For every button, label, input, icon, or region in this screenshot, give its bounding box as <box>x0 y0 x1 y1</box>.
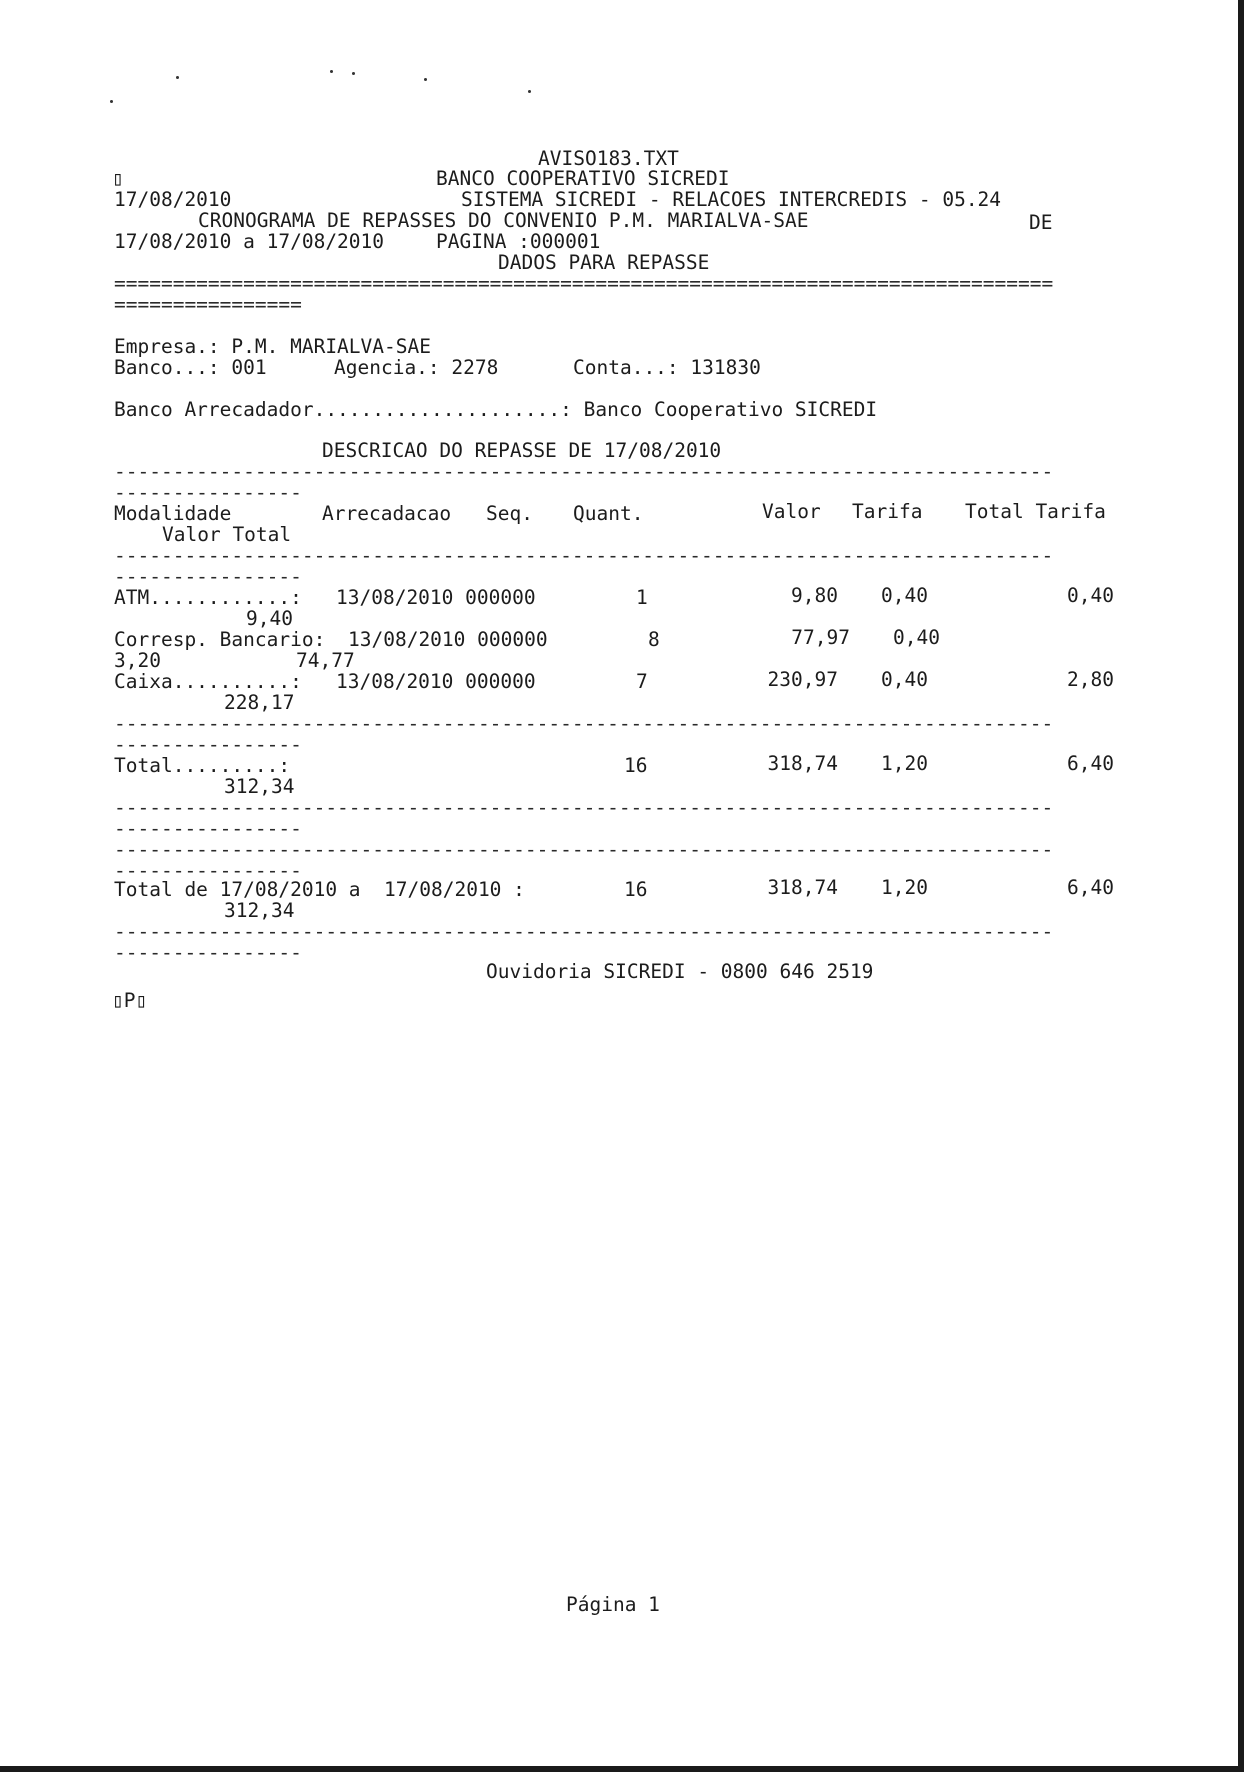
header-modalidade: Modalidade <box>114 502 232 525</box>
arrecadador-line: Banco Arrecadador.....................: Banco Cooperativo SICREDI <box>114 398 878 421</box>
banco-line: Banco...: 001 <box>114 356 267 379</box>
dash-rule: -------------------------------------------------------------------------------- <box>114 545 1054 566</box>
dash-rule-short: ---------------- <box>114 482 302 503</box>
total-quant: 16 <box>624 754 648 777</box>
double-rule: ================================================================================ <box>114 273 1054 294</box>
dash-rule-short: ---------------- <box>114 566 302 587</box>
double-rule-short: ================ <box>114 294 302 315</box>
header-tarifa: Tarifa <box>852 500 923 523</box>
period-total-total-tarifa: 6,40 <box>1067 876 1114 899</box>
box-glyph: ▯ <box>112 167 124 190</box>
header-seq: Seq. <box>486 502 533 525</box>
row-atm-quant: 1 <box>636 586 648 609</box>
dash-rule: -------------------------------------------------------------------------------- <box>114 839 1054 860</box>
period-total-valor-total: 312,34 <box>224 899 295 922</box>
header-valor-total: Valor Total <box>162 523 292 546</box>
period-total-tarifa: 1,20 <box>881 876 928 899</box>
period: 17/08/2010 a 17/08/2010 <box>114 230 385 253</box>
row-atm-valor: 9,80 <box>791 584 838 607</box>
header-quant: Quant. <box>573 502 644 525</box>
file-name: AVISO183.TXT <box>538 147 679 170</box>
row-corresp-label: Corresp. Bancario: <box>114 628 326 651</box>
total-valor-total: 312,34 <box>224 775 295 798</box>
repasse-title: DESCRICAO DO REPASSE DE 17/08/2010 <box>322 439 722 462</box>
period-total-valor: 318,74 <box>767 876 838 899</box>
print-date: 17/08/2010 <box>114 188 232 211</box>
conta-line: Conta...: 131830 <box>573 356 761 379</box>
row-corresp-tarifa: 0,40 <box>893 626 940 649</box>
total-label: Total.........: <box>114 754 291 777</box>
system-line: SISTEMA SICREDI - RELACOES INTERCREDIS - 05.24 <box>461 188 1002 211</box>
section-title: DADOS PARA REPASSE <box>498 251 710 274</box>
total-tarifa: 1,20 <box>881 752 928 775</box>
row-caixa-total-tarifa: 2,80 <box>1067 668 1114 691</box>
row-caixa-label: Caixa..........: <box>114 670 302 693</box>
row-corresp-valor: 77,97 <box>791 626 850 649</box>
header-valor: Valor <box>762 500 821 523</box>
row-caixa-quant: 7 <box>636 670 648 693</box>
row-corresp-valor-total: 74,77 <box>296 649 355 672</box>
row-corresp-date-seq: 13/08/2010 000000 <box>348 628 548 651</box>
row-corresp-quant: 8 <box>648 628 660 651</box>
dash-rule-short: ---------------- <box>114 942 302 963</box>
dash-rule: -------------------------------------------------------------------------------- <box>114 797 1054 818</box>
ouvidoria-line: Ouvidoria SICREDI - 0800 646 2519 <box>486 960 874 983</box>
total-valor: 318,74 <box>767 752 838 775</box>
dash-rule: -------------------------------------------------------------------------------- <box>114 713 1054 734</box>
dash-rule-short: ---------------- <box>114 818 302 839</box>
row-atm-total-tarifa: 0,40 <box>1067 584 1114 607</box>
row-atm-valor-total: 9,40 <box>246 607 293 630</box>
page-counter: PAGINA :000001 <box>436 230 601 253</box>
page-number: Página 1 <box>566 1593 660 1616</box>
period-total-label: Total de 17/08/2010 a 17/08/2010 : <box>114 878 525 901</box>
header-arrecadacao: Arrecadacao <box>322 502 452 525</box>
dash-rule-short: ---------------- <box>114 734 302 755</box>
dash-rule: -------------------------------------------------------------------------------- <box>114 921 1054 942</box>
row-caixa-tarifa: 0,40 <box>881 668 928 691</box>
page-break-marker: ▯P▯ <box>112 989 148 1012</box>
de-label: DE <box>1029 211 1053 234</box>
bank-name: BANCO COOPERATIVO SICREDI <box>436 167 730 190</box>
row-corresp-total-tarifa: 3,20 <box>114 649 161 672</box>
row-atm-tarifa: 0,40 <box>881 584 928 607</box>
row-caixa-valor: 230,97 <box>767 668 838 691</box>
dash-rule: -------------------------------------------------------------------------------- <box>114 461 1054 482</box>
period-total-quant: 16 <box>624 878 648 901</box>
row-caixa-valor-total: 228,17 <box>224 691 295 714</box>
row-atm-label: ATM............: <box>114 586 302 609</box>
row-atm-date-seq: 13/08/2010 000000 <box>336 586 536 609</box>
header-total-tarifa: Total Tarifa <box>965 500 1106 523</box>
empresa-line: Empresa.: P.M. MARIALVA-SAE <box>114 335 431 358</box>
dash-rule-short: ---------------- <box>114 860 302 881</box>
row-caixa-date-seq: 13/08/2010 000000 <box>336 670 536 693</box>
total-total-tarifa: 6,40 <box>1067 752 1114 775</box>
agencia-line: Agencia.: 2278 <box>334 356 499 379</box>
cronograma-line: CRONOGRAMA DE REPASSES DO CONVENIO P.M. MARIALVA-SAE <box>198 209 809 232</box>
